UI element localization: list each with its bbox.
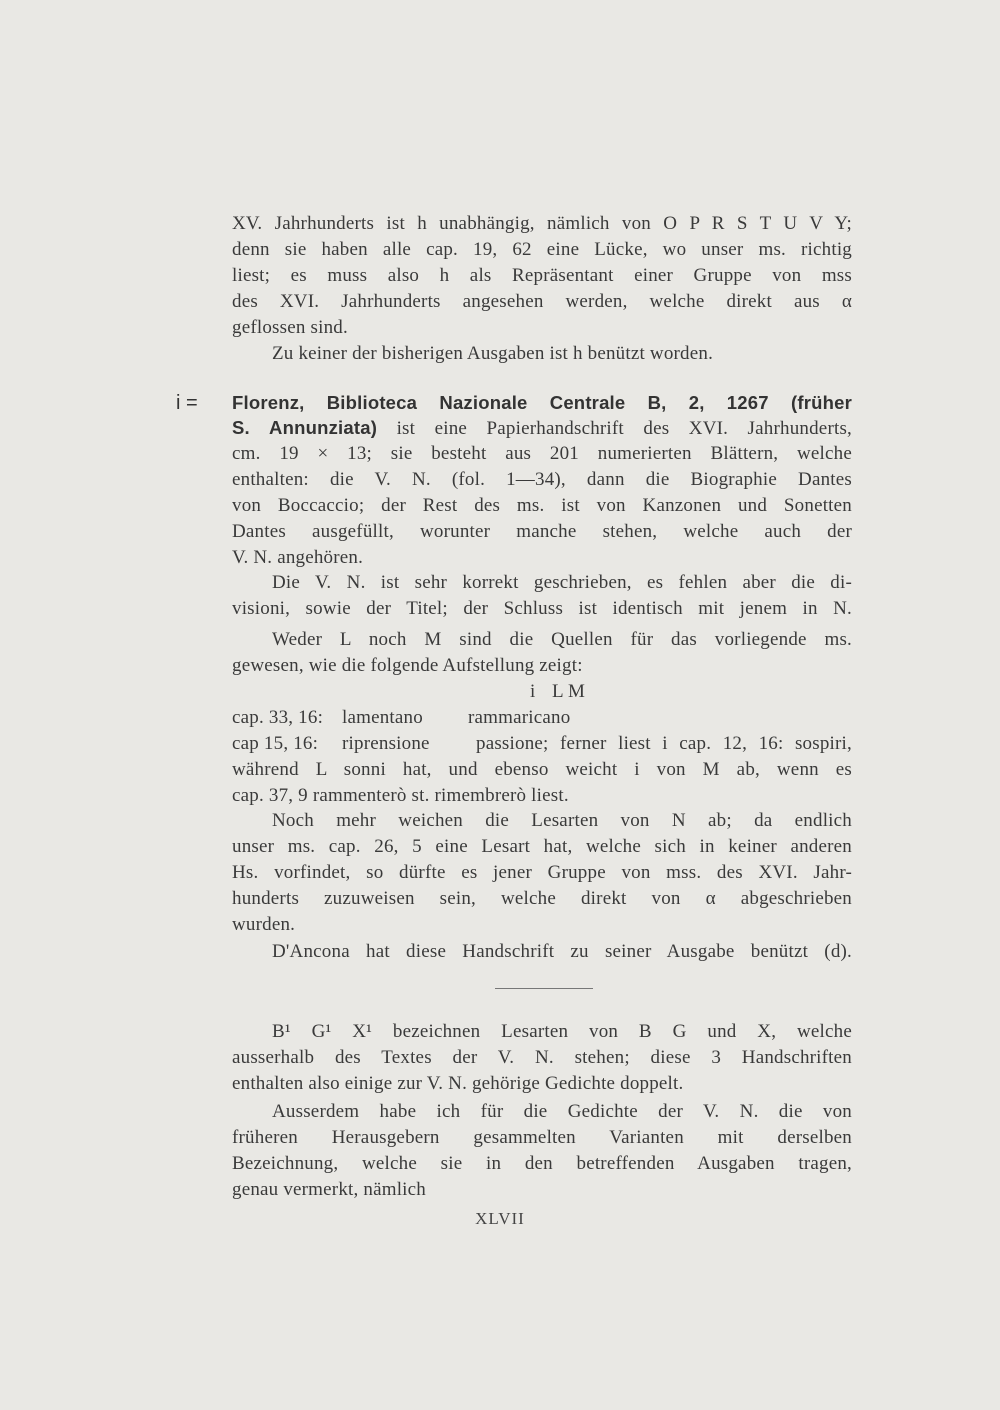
text-line: des XVI. Jahrhunderts angesehen werden, welche direkt aus α	[232, 291, 852, 312]
text-line: cm. 19 × 13; sie besteht aus 201 numerierten Blättern, welche	[232, 443, 852, 464]
text-line: Bezeichnung, welche sie in den betreffenden Ausgaben tragen,	[232, 1153, 852, 1174]
row-i-reading: rammaricano	[468, 707, 571, 728]
text-line: B¹ G¹ X¹ bezeichnen Lesarten von B G und X, welche	[272, 1021, 852, 1042]
text-line: Die V. N. ist sehr korrekt geschrieben, es fehlen aber die di-	[272, 572, 852, 593]
row-lm-reading: riprensione	[342, 733, 430, 754]
table-row	[232, 731, 852, 757]
row-lm-reading: lamentano	[342, 707, 423, 728]
text-line: Zu keiner der bisherigen Ausgaben ist h benützt worden.	[272, 343, 714, 364]
text-line: D'Ancona hat diese Handschrift zu seiner Ausgabe benützt (d).	[272, 941, 852, 962]
text-line: Ausserdem habe ich für die Gedichte der V. N. die von	[272, 1101, 852, 1122]
siglum-label: i =	[176, 392, 198, 414]
text-line: Dantes ausgefüllt, worunter manche stehen, welche auch der	[232, 521, 852, 542]
row-reference: cap. 33, 16:	[232, 707, 324, 728]
manuscript-heading: Florenz, Biblioteca Nazionale Centrale B, 2, 1267 (früher	[232, 392, 852, 413]
text-line: genau vermerkt, nämlich	[232, 1179, 426, 1200]
column-header-i: i	[530, 681, 536, 702]
text-line: XV. Jahrhunderts ist h unabhängig, nämlich von O P R S T U V Y;	[232, 213, 852, 234]
text-line: visioni, sowie der Titel; der Schluss ist identisch mit jenem in N.	[232, 598, 852, 619]
row-i-reading: passione; ferner liest i cap. 12, 16: sospiri,	[476, 733, 852, 754]
text-line: V. N. angehören.	[232, 547, 364, 568]
text-span: ist eine Papierhandschrift des XVI. Jahrhunderts,	[377, 418, 852, 439]
manuscript-heading-cont: S. Annunziata)	[232, 417, 378, 438]
text-line: enthalten: die V. N. (fol. 1—34), dann die Biographie Dantes	[232, 469, 852, 490]
row-reference: cap 15, 16:	[232, 733, 319, 754]
text-line: früheren Herausgebern gesammelten Varianten mit derselben	[232, 1127, 852, 1148]
text-line: von Boccaccio; der Rest des ms. ist von Kanzonen und Sonetten	[232, 495, 852, 516]
text-line: liest; es muss also h als Repräsentant einer Gruppe von mss	[232, 265, 852, 286]
text-line: cap. 37, 9 rammenterò st. rimembrerò liest.	[232, 785, 569, 806]
section-divider	[495, 988, 593, 989]
text-line: Hs. vorfindet, so dürfte es jener Gruppe von mss. des XVI. Jahr-	[232, 862, 852, 883]
text-line: während L sonni hat, und ebenso weicht i von M ab, wenn es	[232, 759, 852, 780]
text-line: hunderts zuzuweisen sein, welche direkt von α abgeschrieben	[232, 888, 852, 909]
column-header-lm: L M	[552, 681, 586, 702]
text-line: Weder L noch M sind die Quellen für das vorliegende ms.	[272, 629, 852, 650]
text-line: gewesen, wie die folgende Aufstellung zeigt:	[232, 655, 583, 676]
text-line: wurden.	[232, 914, 296, 935]
text-line: unser ms. cap. 26, 5 eine Lesart hat, welche sich in keiner anderen	[232, 836, 852, 857]
text-line: ausserhalb des Textes der V. N. stehen; diese 3 Handschriften	[232, 1047, 852, 1068]
table-row	[232, 705, 852, 731]
page-number: XLVII	[475, 1209, 525, 1228]
text-line: Noch mehr weichen die Lesarten von N ab; da endlich	[272, 810, 852, 831]
text-line: enthalten also einige zur V. N. gehörige Gedichte doppelt.	[232, 1073, 684, 1094]
text-line: geflossen sind.	[232, 317, 348, 338]
text-line	[232, 415, 852, 442]
text-line: denn sie haben alle cap. 19, 62 eine Lücke, wo unser ms. richtig	[232, 239, 852, 260]
